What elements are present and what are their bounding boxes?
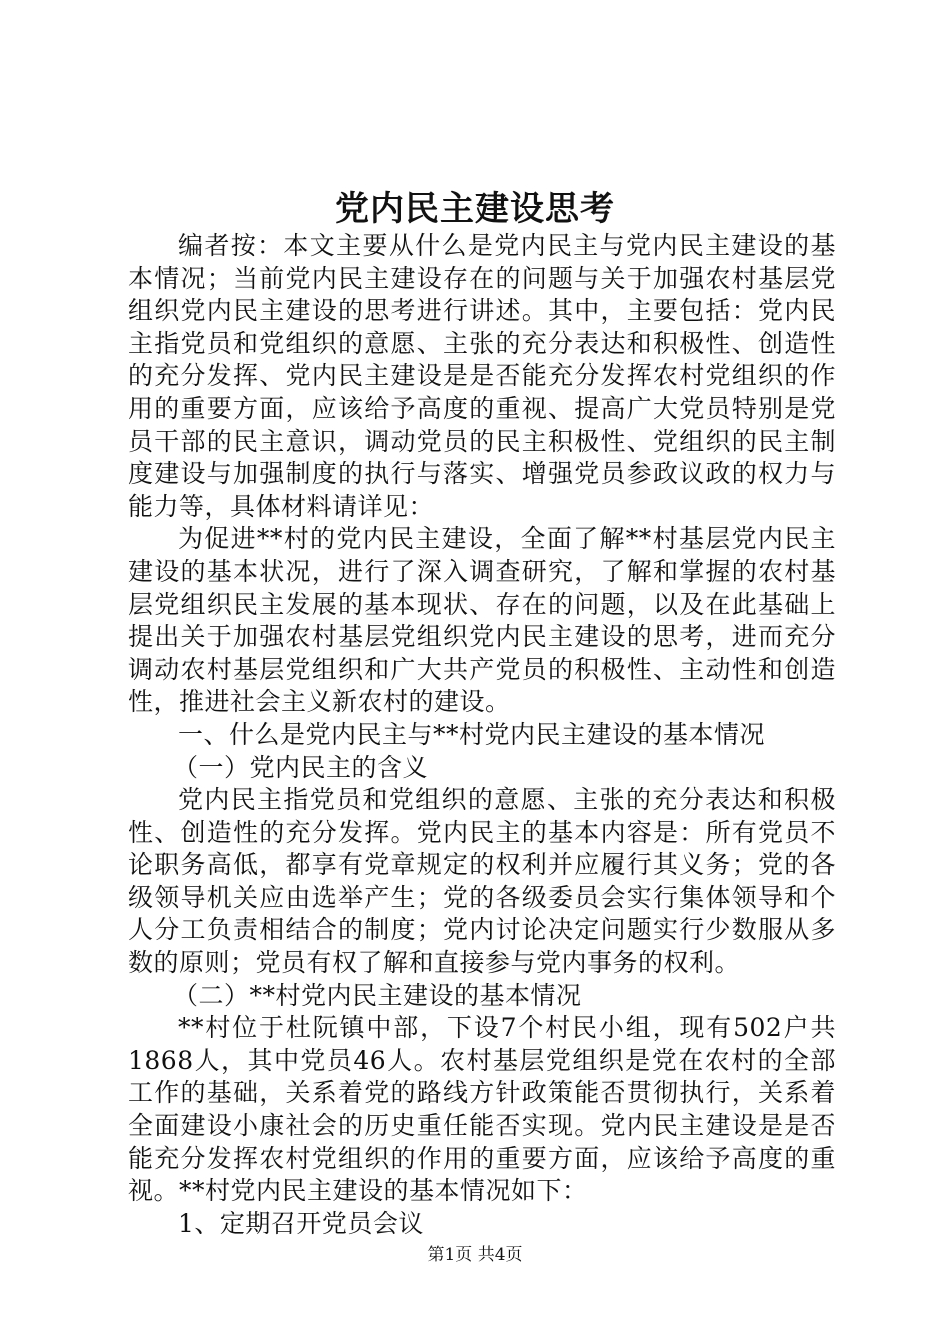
- village-status-paragraph: **村位于杜阮镇中部，下设7个村民小组，现有502户共1868人，其中党员46人。农村基层党组织是党在农村的全部工作的基础，关系着党的路线方针政策能否贯彻执行，关系着全面建设小康社会的历史重任能否实现。党内民主建设是是否能充分发挥农村党组织的作用的重要方面，应该给予高度的重视。**村党内民主建设的基本情况如下：: [128, 1013, 836, 1206]
- editor-note-paragraph: 编者按：本文主要从什么是党内民主与党内民主建设的基本情况；当前党内民主建设存在的问题与关于加强农村基层党组织党内民主建设的思考进行讲述。其中，主要包括：党内民主指党员和党组织的意愿、主张的充分表达和积极性、创造性的充分发挥、党内民主建设是是否能充分发挥农村党组织的作用的重要方面，应该给予高度的重视、提高广大党员特别是党员干部的民主意识，调动党员的民主积极性、党组织的民主制度建设与加强制度的执行与落实、增强党员参政议政的权力与能力等，具体材料请详见：: [128, 231, 836, 521]
- definition-paragraph: 党内民主指党员和党组织的意愿、主张的充分表达和积极性、创造性的充分发挥。党内民主的基本内容是：所有党员不论职务高低，都享有党章规定的权利并应履行其义务；党的各级领导机关应由选举产生；党的各级委员会实行集体领导和个人分工负责相结合的制度；党内讨论决定问题实行少数服从多数的原则；党员有权了解和直接参与党内事务的权利。: [128, 785, 836, 978]
- list-item-1: 1、定期召开党员会议: [178, 1208, 424, 1238]
- subsection-heading-1: （一）党内民主的含义: [173, 752, 429, 782]
- page-number-footer: 第1页 共4页: [427, 1245, 523, 1265]
- document-body: [128, 230, 836, 1240]
- section-heading-1: 一、什么是党内民主与**村党内民主建设的基本情况: [178, 719, 766, 749]
- subsection-heading-2: （二）**村党内民主建设的基本情况: [173, 980, 582, 1010]
- document-title: 党内民主建设思考: [335, 189, 615, 229]
- intro-paragraph: 为促进**村的党内民主建设，全面了解**村基层党内民主建设的基本状况，进行了深入调查研究，了解和掌握的农村基层党组织民主发展的基本现状、存在的问题，以及在此基础上提出关于加强农村基层党组织党内民主建设的思考，进而充分调动农村基层党组织和广大共产党员的积极性、主动性和创造性，推进社会主义新农村的建设。: [128, 524, 836, 717]
